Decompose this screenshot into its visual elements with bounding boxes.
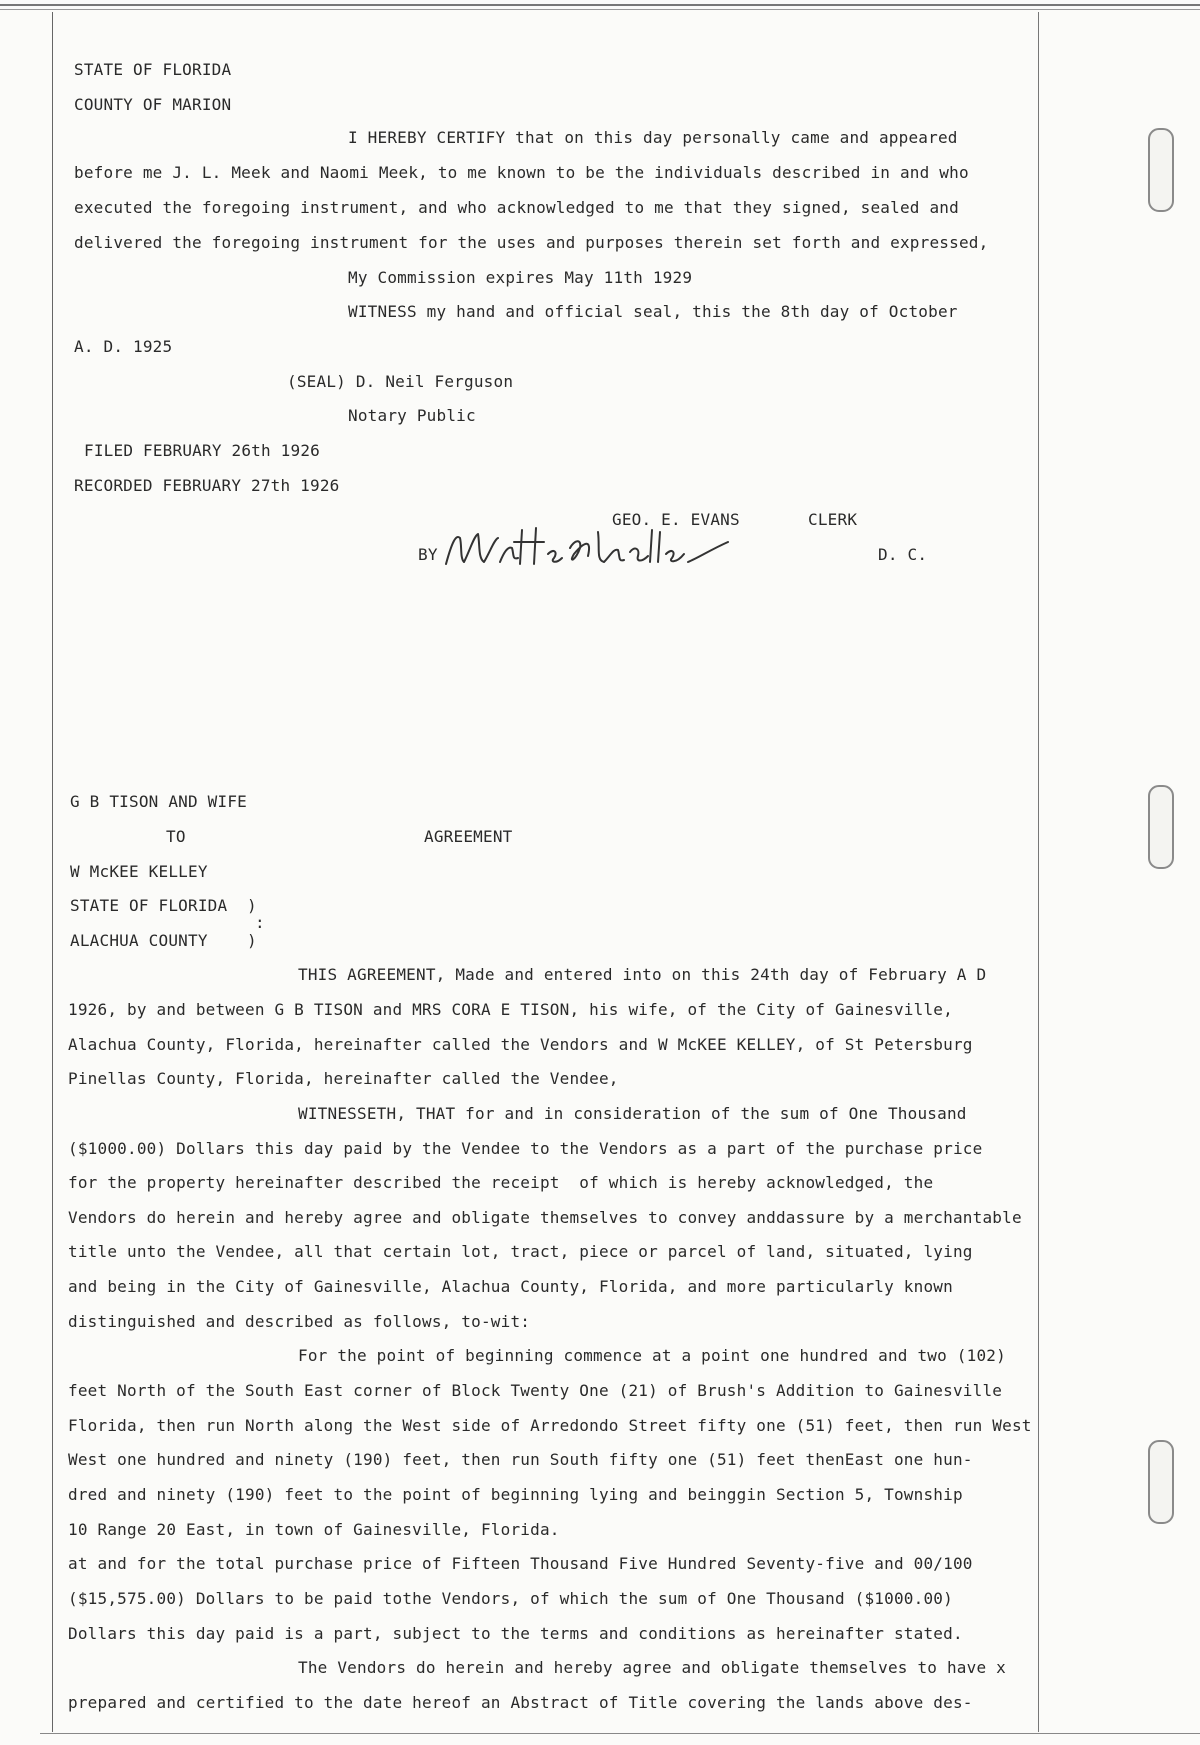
witness-line: WITNESS my hand and official seal, this the 8th day of October — [348, 302, 958, 321]
deputy-clerk-label: D. C. — [878, 545, 928, 564]
clerk-title: CLERK — [808, 510, 858, 529]
binder-ring-hole-middle — [1148, 785, 1174, 869]
venue-colon: : — [255, 913, 265, 932]
top-border — [0, 4, 1200, 6]
body-line-16: dred and ninety (190) feet to the point of beginning lying and beinggin Section 5, Township — [68, 1485, 963, 1504]
body-line-11: distinguished and described as follows, to-wit: — [68, 1312, 531, 1331]
body-line-6: ($1000.00) Dollars this day paid by the Vendee to the Vendors as a part of the purchase price — [68, 1139, 983, 1158]
party-two: W McKEE KELLEY — [70, 862, 208, 881]
commission-expiry: My Commission expires May 11th 1929 — [348, 268, 693, 287]
top-border-inner — [0, 9, 1200, 10]
binder-ring-hole-bottom — [1148, 1440, 1174, 1524]
body-line-17: 10 Range 20 East, in town of Gainesville, Florida. — [68, 1520, 560, 1539]
header-state: STATE OF FLORIDA — [74, 60, 232, 79]
right-margin-line — [1038, 12, 1039, 1732]
agreement-title: AGREEMENT — [424, 827, 513, 846]
body-line-1: THIS AGREEMENT, Made and entered into on this 24th day of February A D — [298, 965, 987, 984]
certificate-line-2: before me J. L. Meek and Naomi Meek, to me known to be the individuals described in and who — [74, 163, 969, 182]
clerk-signature — [438, 512, 738, 582]
body-line-3: Alachua County, Florida, hereinafter called the Vendors and W McKEE KELLEY, of St Petersburg — [68, 1035, 973, 1054]
header-county: COUNTY OF MARION — [74, 95, 232, 114]
notary-title: Notary Public — [348, 406, 476, 425]
certificate-line-4: delivered the foregoing instrument for the uses and purposes therein set forth and expressed, — [74, 233, 989, 252]
body-line-8: Vendors do herein and hereby agree and obligate themselves to convey anddassure by a merchantable — [68, 1208, 1022, 1227]
bottom-border — [40, 1733, 1200, 1734]
body-line-9: title unto the Vendee, all that certain lot, tract, piece or parcel of land, situated, lying — [68, 1242, 973, 1261]
venue-state: STATE OF FLORIDA ) — [70, 896, 257, 915]
body-line-2: 1926, by and between G B TISON and MRS CORA E TISON, his wife, of the City of Gainesville, — [68, 1000, 953, 1019]
body-line-22: prepared and certified to the date hereof an Abstract of Title covering the lands above des- — [68, 1693, 973, 1712]
clerk-name: GEO. E. EVANS — [612, 510, 740, 529]
recorded-date: RECORDED FEBRUARY 27th 1926 — [74, 476, 340, 495]
body-line-19: ($15,575.00) Dollars to be paid tothe Vendors, of which the sum of One Thousand ($1000.00) — [68, 1589, 953, 1608]
body-line-12: For the point of beginning commence at a point one hundred and two (102) — [298, 1346, 1006, 1365]
body-line-18: at and for the total purchase price of Fifteen Thousand Five Hundred Seventy-five and 00/100 — [68, 1554, 973, 1573]
body-line-7: for the property hereinafter described the receipt of which is hereby acknowledged, the — [68, 1173, 934, 1192]
body-line-4: Pinellas County, Florida, hereinafter called the Vendee, — [68, 1069, 619, 1088]
body-line-21: The Vendors do herein and hereby agree and obligate themselves to have x — [298, 1658, 1006, 1677]
certificate-line-3: executed the foregoing instrument, and who acknowledged to me that they signed, sealed and — [74, 198, 959, 217]
body-line-15: West one hundred and ninety (190) feet, then run South fifty one (51) feet thenEast one hun- — [68, 1450, 973, 1469]
by-label: BY — [418, 545, 438, 564]
left-margin-line — [52, 12, 53, 1732]
binder-ring-hole-top — [1148, 128, 1174, 212]
to-label: TO — [166, 827, 186, 846]
notary-seal-name: (SEAL) D. Neil Ferguson — [287, 372, 514, 391]
party-one: G B TISON AND WIFE — [70, 792, 247, 811]
filed-date: FILED FEBRUARY 26th 1926 — [84, 441, 320, 460]
venue-county: ALACHUA COUNTY ) — [70, 931, 257, 950]
witness-year: A. D. 1925 — [74, 337, 173, 356]
certificate-line-1: I HEREBY CERTIFY that on this day personally came and appeared — [348, 128, 958, 147]
body-line-10: and being in the City of Gainesville, Alachua County, Florida, and more particularly known — [68, 1277, 953, 1296]
body-line-13: feet North of the South East corner of Block Twenty One (21) of Brush's Addition to Gainesville — [68, 1381, 1003, 1400]
body-line-14: Florida, then run North along the West side of Arredondo Street fifty one (51) feet, then run West — [68, 1416, 1032, 1435]
body-line-20: Dollars this day paid is a part, subject to the terms and conditions as hereinafter stated. — [68, 1624, 963, 1643]
body-line-5: WITNESSETH, THAT for and in consideration of the sum of One Thousand — [298, 1104, 967, 1123]
